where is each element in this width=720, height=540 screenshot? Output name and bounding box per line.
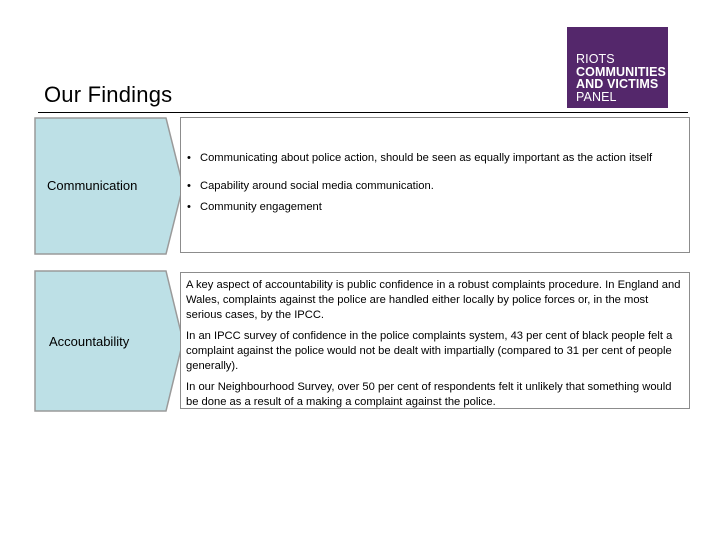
accountability-paragraph: In an IPCC survey of confidence in the police complaints system, 43 per cent of black people felt a complaint against the police would not be dealt with impartially (compared to 31 per cent of people generally). bbox=[186, 330, 673, 372]
logo-line-4: PANEL bbox=[576, 89, 617, 104]
slide-title: Our Findings bbox=[44, 82, 173, 107]
communication-label: Communication bbox=[47, 178, 138, 193]
logo-line-3: AND VICTIMS bbox=[576, 77, 659, 91]
accountability-paragraph: In our Neighbourhood Survey, over 50 per cent of respondents felt it unlikely that something would be done as a result of a making a complaint against the police. bbox=[186, 381, 672, 408]
communication-bullet-list bbox=[185, 152, 679, 214]
communication-bullet: • Capability around social media communication. bbox=[185, 180, 679, 193]
logo-line-1: RIOTS bbox=[576, 52, 615, 66]
accountability-label: Accountability bbox=[49, 334, 130, 349]
logo-line-2: COMMUNITIES bbox=[576, 64, 666, 79]
title-divider bbox=[38, 112, 688, 113]
communication-panel bbox=[180, 117, 690, 253]
riots-panel-logo bbox=[567, 27, 668, 108]
communication-bullet: • Community engagement bbox=[185, 201, 679, 214]
accountability-paragraph: A key aspect of accountability is public confidence in a robust complaints procedure. In England and Wales, complaints against the police are handled either locally by police forces or, in the most serious cases, by the IPCC. bbox=[186, 279, 681, 321]
accountability-panel bbox=[180, 272, 690, 409]
communication-bullet: • Communicating about police action, should be seen as equally important as the action itself bbox=[185, 152, 679, 165]
